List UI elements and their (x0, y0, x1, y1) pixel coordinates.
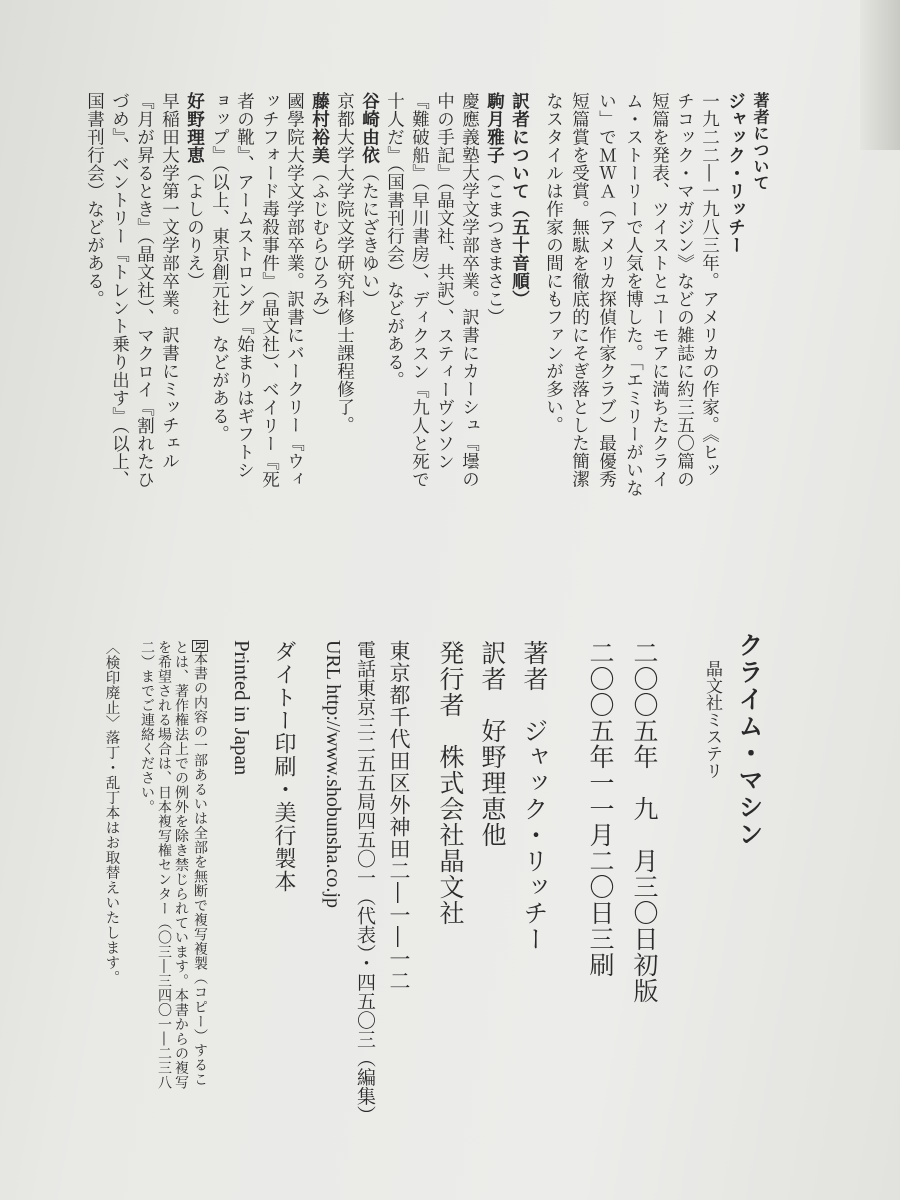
author-bio-line: ム・ストーリーで人気を博した。「エミリーがいな (623, 92, 644, 498)
author-heading: 著者について (751, 92, 770, 191)
translator-name: 谷崎由依 (359, 92, 380, 164)
translator-bio-line: ョップ』（以上、東京創元社）などがある。 (209, 92, 230, 444)
translator-bio-line: 『難破船』（早川書房）、ディクスン『九人と死で (409, 92, 430, 489)
first-edition-date: 二〇〇五年 九 月三〇日初版 (630, 640, 659, 1004)
translator-name-line (185, 92, 203, 290)
printer-binder: ダイトー印刷・美行製本 (271, 640, 296, 893)
translator-bio-line: 十人だ』（国書刊行会）などがある。 (384, 92, 405, 390)
translator-bio-line: 早稲田大学第一文学部卒業。訳書にミッチェル (159, 92, 180, 470)
translator-name-line (310, 92, 328, 326)
publisher-phone: 電話東京三二五五局四五〇一（代表）・四五〇三（編集） (354, 640, 376, 1125)
translator-bio-line: 京都大学大学院文学研究科修士課程修了。 (334, 92, 355, 434)
author-credit: 著者 ジャック・リッチー (520, 640, 549, 952)
copyright-notice-line: を希望される場合は、日本複写権センター（〇三―三四〇一―二三八 (156, 640, 172, 1090)
author-bio-line: 一九二二―一九八三年。アメリカの作家。《ヒッ (699, 92, 720, 480)
translator-bio-line: 中の手記』（晶文社、共訳）、スティーヴンソン (434, 92, 455, 471)
stamp-notice: 〈検印廃止〉落丁・乱丁本はお取替えいたします。 (103, 640, 120, 985)
translator-name: 好野理恵 (184, 92, 205, 164)
translator-reading: （ふじむらひろみ） (309, 164, 330, 326)
author-bio-line: 短篇を発表、ツイストとユーモアに満ちたクライ (649, 92, 670, 488)
translator-bio-line: 慶應義塾大学文学部卒業。訳書にカーシュ『壜の (459, 92, 480, 488)
copyright-notice-line: 二）までご連絡ください。 (139, 640, 155, 814)
translator-name-line (485, 92, 503, 326)
publisher-credit: 発行者 株式会社晶文社 (436, 640, 465, 926)
author-bio-line: チコック・マガジン》などの雑誌に約三五〇篇の (674, 92, 695, 488)
author-bio-line: なスタイルは作家の間にもファンが多い。 (543, 92, 564, 434)
author-bio-line: 短篇賞を受賞。無駄を徹底的にそぎ落とした簡潔 (569, 92, 590, 488)
translator-name-line (360, 92, 378, 308)
third-printing-date: 二〇〇五年一一月二〇日三刷 (586, 640, 615, 978)
translator-bio-line: 國學院大学文学部卒業。訳書にバークリー『ウィ (284, 92, 305, 488)
copyright-r-mark: R (193, 641, 207, 651)
translator-bio-line: 『月が昇るとき』（晶文社）、マクロイ『割れたひ (134, 92, 155, 489)
translator-name: 藤村裕美 (309, 92, 330, 164)
translator-bio-line: 者の靴』、アームストロング『始まりはギフトシ (234, 92, 255, 480)
translator-credit: 訳者 好野理恵他 (478, 640, 507, 848)
copyright-notice-line: とは、著作権法上での例外を除き禁じられています。本書からの複写 (173, 640, 189, 1090)
author-bio-line: い」でＭＷＡ（アメリカ探偵作家クラブ）最優秀 (596, 92, 617, 488)
translator-reading: （こまつきまさこ） (484, 164, 505, 326)
printed-in-japan: Printed in Japan (230, 640, 254, 776)
translator-name: 駒月雅子 (484, 92, 505, 164)
translator-reading: （たにざきゆい） (359, 164, 380, 308)
copyright-notice-line (192, 640, 208, 1087)
translators-heading: 訳者について（五十音順） (509, 92, 530, 308)
translator-bio-line: づめ』、ベントリー『トレント乗り出す』（以上、 (109, 92, 130, 489)
publisher-address: 東京都千代田区外神田二―一―一二 (387, 640, 411, 992)
copyright-notice-text: 本書の内容の一部あるいは全部を無断で複写複製（コピー）するこ (192, 651, 208, 1087)
book-title: クライム・マシン (735, 632, 764, 848)
translator-bio-line: ッチフォード毒殺事件』（晶文社）、ベイリー『死 (259, 92, 280, 489)
translator-reading: （よしのりえ） (184, 164, 205, 290)
author-name: ジャック・リッチー (725, 92, 746, 254)
publisher-url[interactable]: URL http://www.shobunsha.co.jp (322, 640, 344, 908)
series-name: 晶文社ミステリ (702, 660, 722, 779)
translator-bio-line: 国書刊行会）などがある。 (84, 92, 105, 308)
page-edge-shadow (860, 0, 900, 150)
